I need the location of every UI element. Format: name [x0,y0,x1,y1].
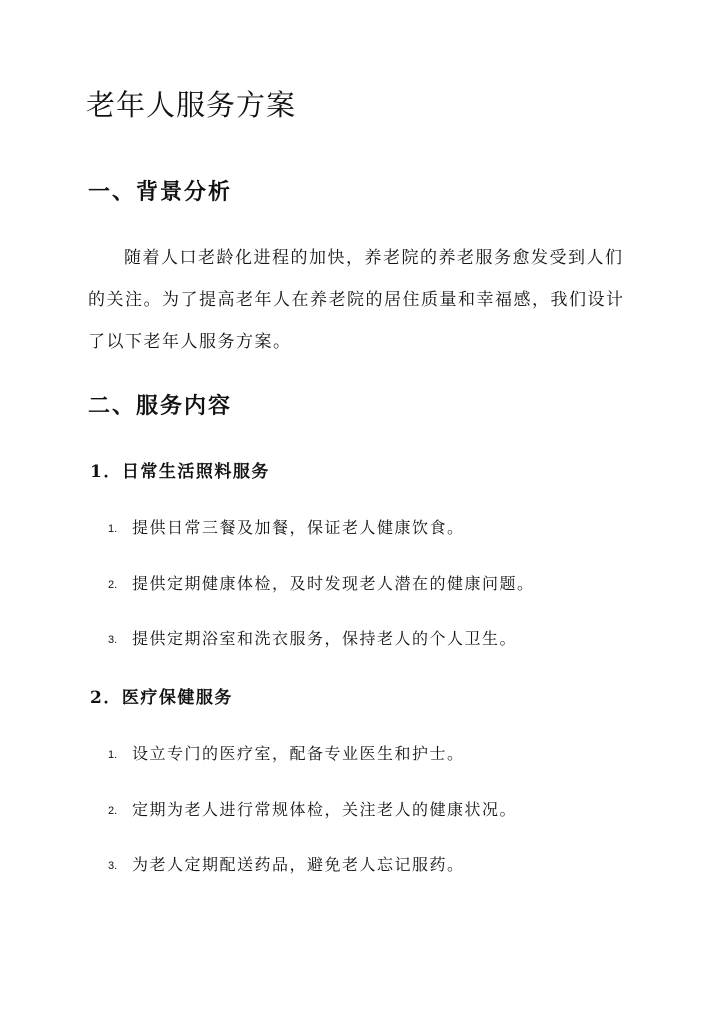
list-item [108,626,517,649]
list-item-number: 2. [108,805,118,817]
list-item-number: 1. [108,749,118,761]
subsection-heading-daily-care: 1．日常生活照料服务 [90,462,270,482]
subsection-heading-medical-care: 2．医疗保健服务 [90,688,233,708]
list-item-number: 1. [108,523,118,535]
list-item [108,852,465,875]
list-item-number: 2. [108,579,118,591]
list-item-text: 设立专门的医疗室，配备专业医生和护士。 [132,744,465,763]
list-item [108,741,465,764]
list-item-number: 3. [108,860,118,872]
section-heading-services: 二、服务内容 [88,393,233,419]
list-item-text: 提供定期健康体检，及时发现老人潜在的健康问题。 [132,574,535,593]
list-item [108,797,517,820]
background-paragraph: 随着人口老龄化进程的加快，养老院的养老服务愈发受到人们的关注。为了提高老年人在养老院的居住质量和幸福感，我们设计了以下老年人服务方案。 [88,248,625,352]
list-item-text: 提供定期浴室和洗衣服务，保持老人的个人卫生。 [132,629,518,648]
list-item [108,515,465,538]
document-title: 老年人服务方案 [86,88,297,122]
list-item-text: 为老人定期配送药品，避免老人忘记服药。 [132,855,465,874]
list-item [108,571,535,594]
section-heading-background: 一、背景分析 [88,179,233,205]
list-item-text: 定期为老人进行常规体检，关注老人的健康状况。 [132,800,518,819]
list-item-text: 提供日常三餐及加餐，保证老人健康饮食。 [132,518,465,537]
list-item-number: 3. [108,634,118,646]
